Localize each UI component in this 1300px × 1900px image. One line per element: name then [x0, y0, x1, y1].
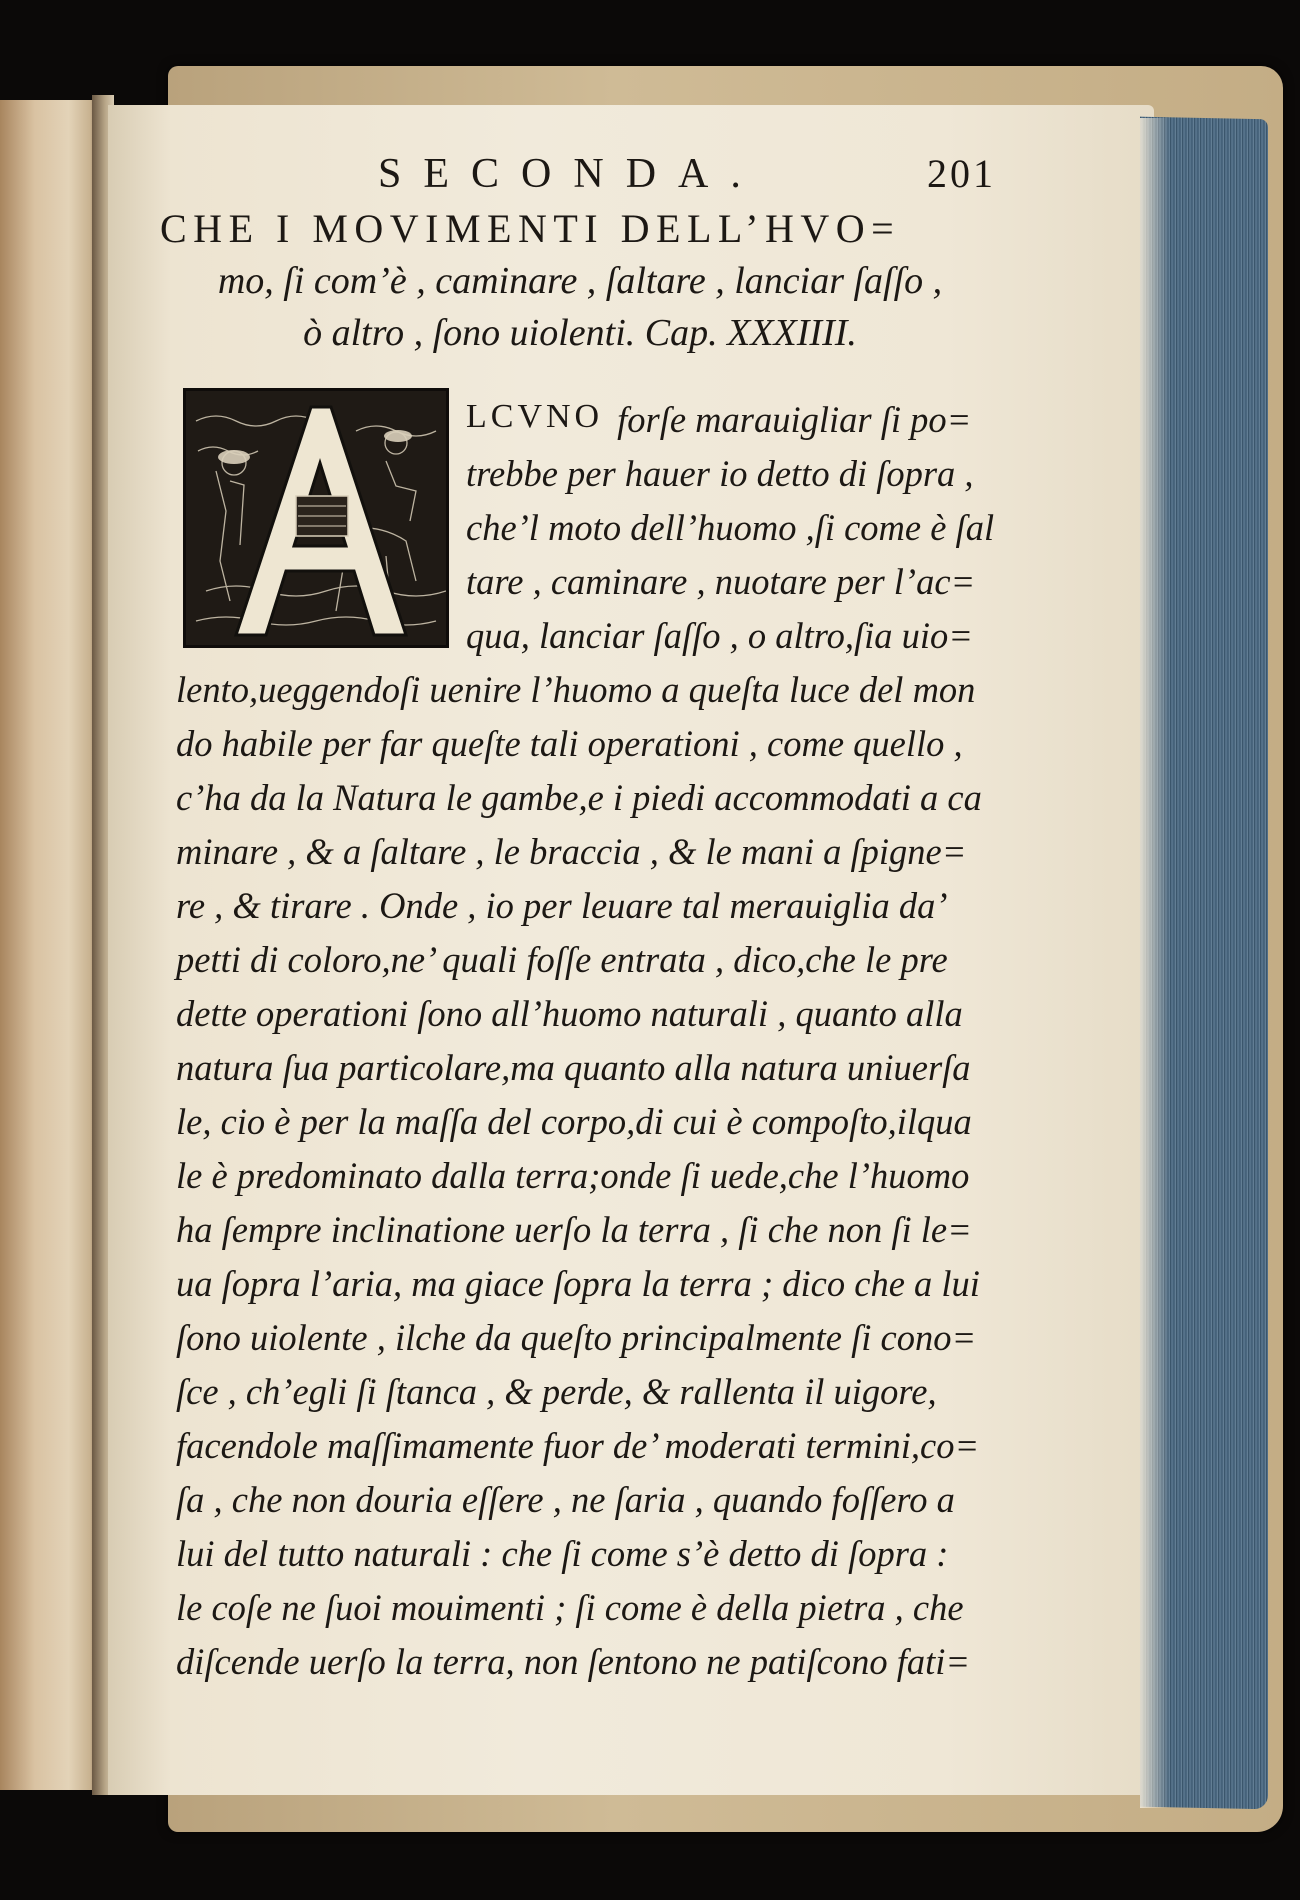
text-line: tare , caminare , nuotare per l’ac= — [466, 561, 976, 602]
text-line: re , & tirare . Onde , io per leuare tal merauiglia da’ — [176, 885, 948, 926]
body-line-1 — [466, 398, 971, 441]
page-number: 201 — [927, 151, 996, 196]
text-line: facendole maſſimamente fuor de’ moderati termini,co= — [176, 1425, 980, 1466]
text-line: petti di coloro,ne’ quali foſſe entrata , dico,che le pre — [176, 939, 948, 980]
text-line: diſcende uerſo la terra, non ſentono ne patiſcono fati= — [176, 1641, 971, 1682]
text-line: le è predominato dalla terra;onde ſi uede,che l’huomo — [176, 1155, 970, 1196]
text-line: c’ha da la Natura le gambe,e i piedi accommodati a ca — [176, 777, 982, 818]
text-line: forſe marauigliar ſi po= — [617, 399, 972, 440]
text-line: minare , & a ſaltare , le braccia , & le mani a ſpigne= — [176, 831, 967, 872]
text-line: trebbe per hauer io detto di ſopra , — [466, 453, 974, 494]
text-line: lui del tutto naturali : che ſi come s’è detto di ſopra : — [176, 1533, 949, 1574]
running-head — [176, 150, 996, 200]
chapter-heading-line-1: CHE I MOVIMENTI DELL’HVO= — [160, 206, 901, 251]
running-head-title: SECONDA. — [378, 151, 763, 197]
woodcut-illustration-icon — [186, 391, 446, 645]
text-line: le coſe ne ſuoi mouimenti ; ſi come è della pietra , che — [176, 1587, 964, 1628]
text-line: che’l moto dell’huomo ,ſi come è ſal — [466, 507, 995, 548]
chapter-heading-line-2: mo, ſi com’è , caminare , ſaltare , lanciar ſaſſo , — [217, 260, 943, 302]
page-edge-shade — [1140, 118, 1170, 1808]
text-line: ha ſempre inclinatione uerſo la terra , ſi che non ſi le= — [176, 1209, 972, 1250]
initial-word-rest: LCVNO — [466, 398, 604, 435]
text-line: do habile per far queſte tali operationi , come quello , — [176, 723, 963, 764]
woodcut-initial — [183, 388, 449, 648]
text-line: ſono uiolente , ilche da queſto principalmente ſi cono= — [176, 1317, 977, 1358]
text-line: lento,ueggendoſi uenire l’huomo a queſta luce del mon — [176, 669, 976, 710]
text-line: ſce , ch’egli ſi ſtanca , & perde, & rallenta il uigore, — [176, 1371, 937, 1412]
text-line: ua ſopra l’aria, ma giace ſopra la terra ; dico che a lui — [176, 1263, 980, 1304]
left-page — [0, 100, 98, 1790]
text-line: ſa , che non douria eſſere , ne ſaria , quando foſſero a — [176, 1479, 955, 1520]
text-line: natura ſua particolare,ma quanto alla natura uniuerſa — [176, 1047, 971, 1088]
text-line: qua, lanciar ſaſſo , o altro,ſia uio= — [466, 615, 973, 656]
text-line: le, cio è per la maſſa del corpo,di cui è compoſto,ilqua — [176, 1101, 972, 1142]
chapter-heading — [160, 203, 1000, 359]
text-line: dette operationi ſono all’huomo naturali , quanto alla — [176, 993, 963, 1034]
chapter-heading-line-3: ò altro , ſono uiolenti. Cap. XXXIIII. — [303, 312, 857, 354]
